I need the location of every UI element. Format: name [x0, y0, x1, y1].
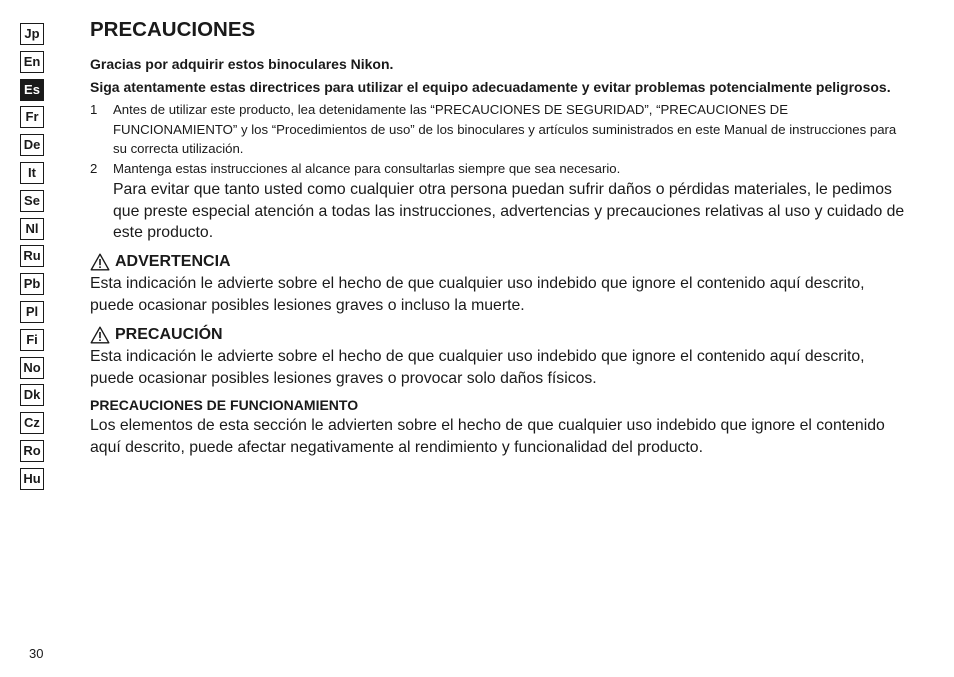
language-tab-hu[interactable]: Hu	[20, 468, 44, 490]
caution-heading	[90, 324, 910, 346]
warning-triangle-icon	[90, 326, 110, 344]
language-tab-jp[interactable]: Jp	[20, 23, 44, 45]
caution-heading-text: PRECAUCIÓN	[115, 325, 223, 343]
warning-triangle-icon	[90, 253, 110, 271]
warning-heading-text: ADVERTENCIA	[115, 252, 231, 270]
caution-text: Esta indicación le advierte sobre el hecho de que cualquier uso indebido que ignore el contenido aquí descrito, puede ocasionar posibles lesiones graves o provocar solo daños físicos.	[90, 347, 865, 387]
note-text: Mantenga estas instrucciones al alcance para consultarlas siempre que sea necesario.	[113, 160, 621, 176]
language-tab-fi[interactable]: Fi	[20, 329, 44, 351]
note-item	[90, 100, 910, 159]
language-tab-it[interactable]: It	[20, 162, 44, 184]
intro-guidelines: Siga atentamente estas directrices para utilizar el equipo adecuadamente y evitar problemas potencialmente peligrosos.	[90, 79, 891, 95]
page-number: 30	[29, 646, 44, 661]
warning-heading	[90, 251, 910, 273]
language-tab-fr[interactable]: Fr	[20, 106, 44, 128]
language-tabs	[20, 23, 44, 496]
language-tab-es[interactable]: Es	[20, 79, 44, 101]
language-tab-se[interactable]: Se	[20, 190, 44, 212]
language-tab-ro[interactable]: Ro	[20, 440, 44, 462]
language-tab-no[interactable]: No	[20, 357, 44, 379]
language-tab-en[interactable]: En	[20, 51, 44, 73]
language-tab-nl[interactable]: Nl	[20, 218, 44, 240]
page-content	[90, 16, 910, 459]
language-tab-de[interactable]: De	[20, 134, 44, 156]
language-tab-dk[interactable]: Dk	[20, 384, 44, 406]
language-tab-cz[interactable]: Cz	[20, 412, 44, 434]
operation-heading: PRECAUCIONES DE FUNCIONAMIENTO	[90, 396, 359, 413]
page-title: PRECAUCIONES	[90, 18, 256, 41]
language-tab-pl[interactable]: Pl	[20, 301, 44, 323]
operation-text: Los elementos de esta sección le advierten sobre el hecho de que cualquier uso indebido que ignore el contenido aquí descrito, puede afectar negativamente al rendimiento y funcionalidad del producto.	[90, 416, 885, 456]
note-number: 1	[90, 102, 98, 117]
language-tab-pb[interactable]: Pb	[20, 273, 44, 295]
language-tab-ru[interactable]: Ru	[20, 245, 44, 267]
note-body: Para evitar que tanto usted como cualquier otra persona puedan sufrir daños o pérdidas materiales, le pedimos que preste especial atención a todas las instrucciones, advertencias y precauciones relativas al uso y cuidado de este producto.	[113, 181, 905, 241]
intro-thanks: Gracias por adquirir estos binoculares Nikon.	[90, 56, 394, 72]
warning-text: Esta indicación le advierte sobre el hecho de que cualquier uso indebido que ignore el contenido aquí descrito, puede ocasionar posibles lesiones graves o incluso la muerte.	[90, 274, 865, 314]
note-item	[90, 159, 910, 179]
note-number: 2	[90, 160, 98, 176]
notes-list	[90, 100, 910, 178]
note-text: Antes de utilizar este producto, lea detenidamente las “PRECAUCIONES DE SEGURIDAD”, “PRECAUCIONES DE FUNCIONAMIENTO” y los “Procedimientos de uso” de los binoculares y artículos suministrados en este Manual de instrucciones para su correcta utilización.	[113, 102, 897, 156]
